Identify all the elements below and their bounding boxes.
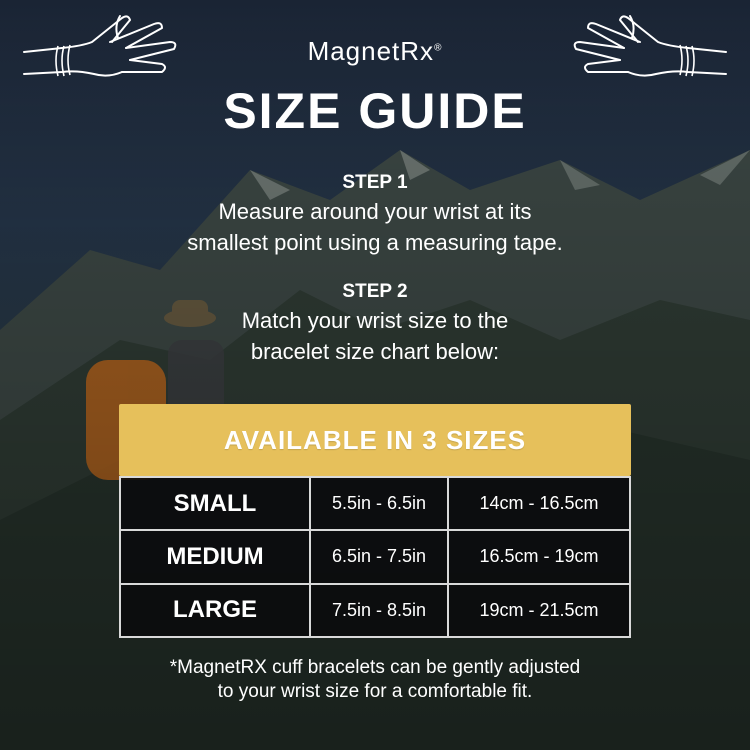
size-cm: 19cm - 21.5cm [448,584,630,637]
size-cm: 14cm - 16.5cm [448,477,630,530]
size-cm: 16.5cm - 19cm [448,530,630,583]
sizes-banner [119,404,631,476]
adjustment-note [0,656,750,704]
brand-name: MagnetRx [307,36,435,66]
step1-heading: STEP 1 [342,172,408,193]
step2-line2: bracelet size chart below: [250,339,500,364]
table-row [120,584,630,637]
step1-line1: Measure around your wrist at its [218,199,532,224]
size-inches: 7.5in - 8.5in [310,584,448,637]
size-name: MEDIUM [120,530,310,583]
note-line1: *MagnetRX cuff bracelets can be gently adjusted [169,657,581,678]
table-row [120,477,630,530]
step2-heading: STEP 2 [342,281,408,302]
size-inches: 6.5in - 7.5in [310,530,448,583]
page-title: SIZE GUIDE [223,83,527,139]
registered-mark: ® [434,42,443,54]
step1-line2: smallest point using a measuring tape. [187,230,563,255]
size-inches: 5.5in - 6.5in [310,477,448,530]
step2-line1: Match your wrist size to the [241,308,509,333]
note-line2: to your wrist size for a comfortable fit. [217,681,533,702]
size-name: SMALL [120,477,310,530]
table-row [120,530,630,583]
sizes-banner-label: AVAILABLE IN 3 SIZES [223,424,527,455]
size-name: LARGE [120,584,310,637]
size-chart-table [119,476,631,638]
